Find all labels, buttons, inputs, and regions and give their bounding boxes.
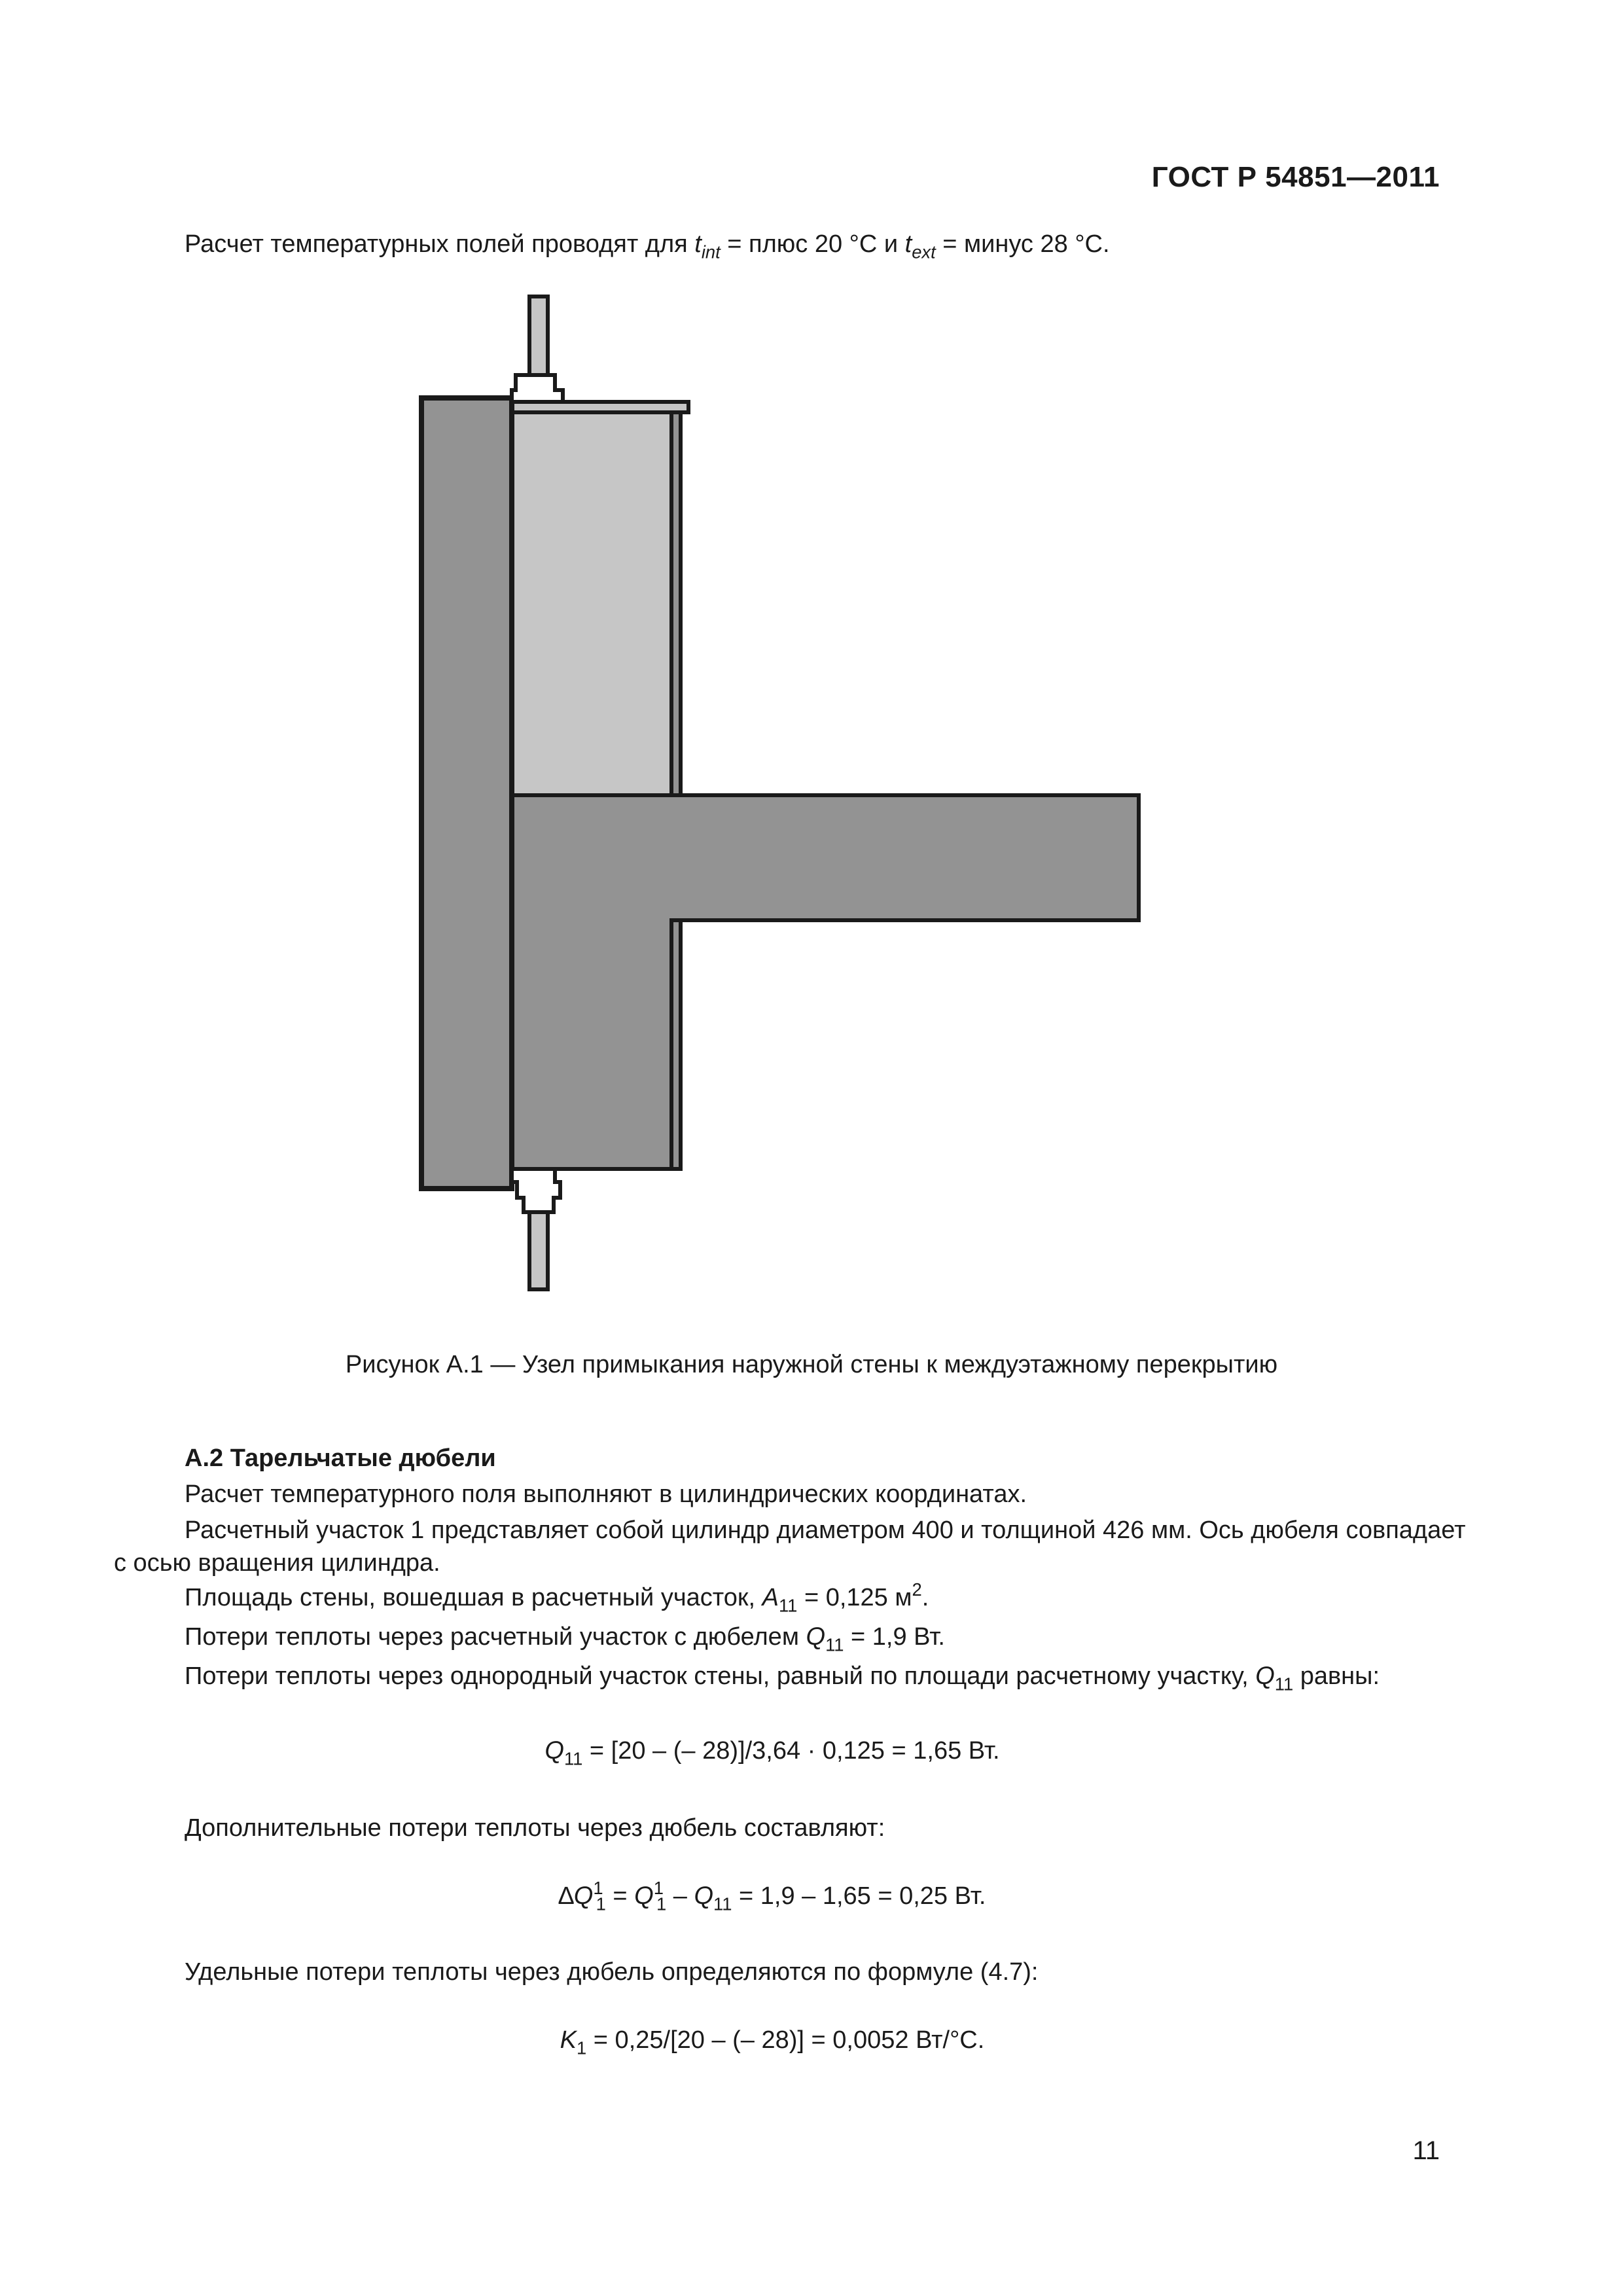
t-int-subscript: int <box>701 242 721 262</box>
q11-symbol: Q <box>806 1623 826 1651</box>
figure-caption: Рисунок А.1 — Узел примыкания наружной стены к междуэтажному перекрытию <box>345 1351 1278 1378</box>
formula-q11-symbol: Q <box>544 1737 564 1765</box>
delta-q-subscript: 1 <box>596 1893 606 1914</box>
concrete-wall-and-slab <box>512 795 1139 1169</box>
formula-delta-q-expression: = 1,9 – 1,65 = 0,25 Вт. <box>732 1882 986 1910</box>
heat-loss-uniform-end: равны: <box>1293 1662 1380 1690</box>
q11-uniform-subscript: 11 <box>1274 1674 1294 1695</box>
t-ext-symbol: t <box>904 230 912 258</box>
top-dowel-rod <box>529 296 548 375</box>
heat-loss-dowel-text: Потери теплоты через расчетный участок с дюбелем <box>185 1623 806 1651</box>
a11-value: = 0,125 м <box>797 1584 912 1611</box>
q1-symbol: Q <box>634 1882 654 1910</box>
t-int-symbol: t <box>694 230 702 258</box>
q11-uniform-symbol: Q <box>1255 1662 1275 1690</box>
page-number: 11 <box>1412 2136 1440 2165</box>
outer-wall-layer <box>421 398 512 1189</box>
minus-sign: – <box>666 1882 694 1910</box>
a11-subscript: 11 <box>779 1595 798 1616</box>
q1-subscript: 1 <box>656 1893 667 1914</box>
paragraph-heat-loss-uniform <box>185 1661 1380 1695</box>
intro-text-before: Расчет температурных полей проводят для <box>185 230 695 258</box>
q1-superscript: 1 <box>653 1877 664 1898</box>
paragraph-specific-losses: Удельные потери теплоты через дюбель определяются по формуле (4.7): <box>185 1958 1039 1986</box>
q11-value: = 1,9 Вт. <box>844 1623 945 1651</box>
intro-text-mid: = плюс 20 °С и <box>720 230 905 258</box>
paragraph-additional-losses: Дополнительные потери теплоты через дюбель составляют: <box>185 1814 885 1842</box>
a11-symbol: A <box>762 1584 779 1611</box>
top-dowel-head <box>512 375 563 402</box>
wall-area-text: Площадь стены, вошедшая в расчетный участок, <box>185 1584 762 1611</box>
bottom-dowel-rod <box>529 1212 548 1289</box>
paragraph-heat-loss-dowel <box>185 1622 945 1655</box>
wall-area-end: . <box>921 1584 929 1611</box>
formula-delta-q <box>0 1877 1544 1914</box>
delta-symbol: ∆ <box>558 1882 574 1910</box>
formula-q11-subscript: 11 <box>563 1748 583 1769</box>
formula-q11 <box>0 1737 1544 1769</box>
k1-symbol: K <box>560 2026 577 2054</box>
intro-text-after: = минус 28 °С. <box>935 230 1110 258</box>
document-header: ГОСТ Р 54851—2011 <box>1151 161 1440 193</box>
paragraph-wall-area <box>185 1579 929 1616</box>
area-unit-superscript: 2 <box>912 1579 922 1600</box>
paragraph-calc-area-line2: с осью вращения цилиндра. <box>114 1549 440 1577</box>
paragraph-calc-area-line1: Расчетный участок 1 представляет собой цилиндр диаметром 400 и толщиной 426 мм. Ось дюбеля совпадает <box>185 1516 1466 1544</box>
insulation-layer <box>512 412 671 795</box>
delta-q-superscript: 1 <box>593 1877 603 1898</box>
formula-q11-expression: = [20 – (– 28)]/3,64 · 0,125 = 1,65 Вт. <box>582 1737 1000 1765</box>
q11-subscript: 11 <box>825 1634 844 1655</box>
q11-term-symbol: Q <box>694 1882 714 1910</box>
bottom-dowel-head <box>512 1169 560 1212</box>
t-ext-subscript: ext <box>912 242 936 262</box>
heat-loss-uniform-text: Потери теплоты через однородный участок стены, равный по площади расчетному участку, <box>185 1662 1256 1690</box>
section-title: А.2 Тарельчатые дюбели <box>185 1444 496 1472</box>
delta-q-symbol: Q <box>573 1882 594 1910</box>
equals-sign: = <box>605 1882 635 1910</box>
q11-term-subscript: 11 <box>713 1893 732 1914</box>
formula-k1-expression: = 0,25/[20 – (– 28)] = 0,0052 Вт/°С. <box>586 2026 985 2054</box>
paragraph-cylindrical: Расчет температурного поля выполняют в цилиндрических координатах. <box>185 1480 1027 1508</box>
formula-k1 <box>0 2026 1544 2058</box>
k1-subscript: 1 <box>577 2037 587 2058</box>
